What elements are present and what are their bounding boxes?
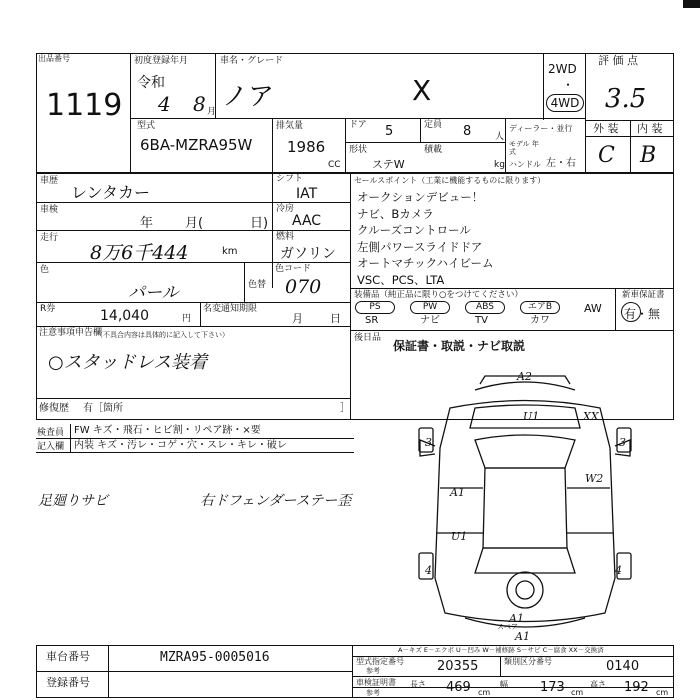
aircon-value: AAC bbox=[292, 213, 322, 229]
history-value: レンタカー bbox=[71, 183, 150, 202]
model-year-label: モデル 年式 bbox=[509, 140, 539, 156]
reg-month: 8 bbox=[193, 92, 206, 116]
category: 0140 bbox=[606, 659, 640, 674]
color-label: 色 bbox=[40, 265, 50, 275]
repair-label: 修復歴 bbox=[39, 403, 69, 414]
equipment-row bbox=[355, 301, 605, 329]
type-designation-label: 型式指定番号 bbox=[356, 657, 404, 666]
spare-label: スペア bbox=[497, 623, 518, 631]
damage-mark: A1 bbox=[515, 630, 530, 643]
warranty-circle bbox=[621, 302, 641, 322]
corner-mark bbox=[683, 0, 700, 8]
equipment-name: ナビ bbox=[420, 315, 440, 326]
model-code-label: 型式 bbox=[137, 121, 156, 131]
interior-grade: B bbox=[640, 143, 657, 168]
model-name-label: 車名・グレード bbox=[220, 56, 284, 66]
month-unit: 月 bbox=[207, 107, 217, 117]
displacement-label: 排気量 bbox=[276, 121, 304, 131]
reg-year: 4 bbox=[158, 92, 171, 116]
type-ref-label: 参考 bbox=[366, 667, 380, 675]
sales-title: セールスポイント（工業に機能するものに限ります） bbox=[354, 176, 546, 185]
reg-number-label: 登録番号 bbox=[46, 676, 90, 689]
exterior-grade: C bbox=[598, 143, 615, 168]
damage-mark: A1 bbox=[450, 486, 465, 499]
color-code: 070 bbox=[285, 276, 322, 298]
height: 192 bbox=[624, 680, 649, 695]
damage-mark: U1 bbox=[451, 530, 468, 543]
damage-mark: 3 bbox=[619, 436, 626, 449]
damage-mark: 4 bbox=[615, 564, 622, 577]
sales-point: オークションデビュー！ bbox=[357, 190, 484, 204]
repair-close: ］ bbox=[340, 403, 350, 414]
width-unit: cm bbox=[571, 688, 584, 697]
drive-sep: ・ bbox=[562, 78, 575, 92]
later-label: 後日品 bbox=[354, 333, 382, 343]
warranty-label: 新車保証書 bbox=[622, 290, 665, 300]
inspector-label-1: 検査員 bbox=[37, 428, 65, 438]
diagram-legend: A－キズ E－エクボ U－凹み W－補修跡 S－サビ C－腐食 XX－交換済 bbox=[398, 646, 604, 654]
shift-value: IAT bbox=[296, 186, 318, 202]
damage-mark: W2 bbox=[585, 472, 604, 485]
height-unit: cm bbox=[656, 688, 669, 697]
inspector-row-2: 内装 キズ・汚レ・コゲ・穴・スレ・キレ・破レ bbox=[74, 440, 287, 451]
fuel-value: ガソリン bbox=[280, 246, 336, 262]
caution-sub: （不具合内容は具体的に記入して下さい） bbox=[96, 331, 229, 339]
damage-mark: 4 bbox=[425, 564, 432, 577]
mileage: 8万6千444 bbox=[90, 242, 189, 264]
kg: kg bbox=[494, 160, 505, 170]
handle-label: ハンドル bbox=[509, 160, 541, 169]
cert-ref-label: 参考 bbox=[366, 689, 380, 697]
capacity-label: 定員 bbox=[424, 120, 443, 130]
length-unit: cm bbox=[478, 688, 491, 697]
rating-value: 3.5 bbox=[605, 84, 647, 114]
color-code-label: 色コード bbox=[275, 264, 312, 274]
grade: X bbox=[412, 74, 432, 107]
shift-label: シフト bbox=[276, 174, 304, 184]
damage-mark: XX bbox=[583, 410, 599, 423]
cc: CC bbox=[328, 160, 341, 170]
repair-value: 有［箇所 bbox=[83, 403, 123, 414]
warranty-value: 有・無 bbox=[624, 307, 661, 321]
shape-label: 形状 bbox=[349, 145, 368, 155]
r-value: 14,040 bbox=[100, 308, 149, 324]
damage-mark: A1 bbox=[509, 612, 524, 625]
mileage-label: 走行 bbox=[40, 233, 59, 243]
exterior-label: 外 装 bbox=[593, 122, 619, 135]
r-label: R券 bbox=[40, 304, 56, 314]
dealer-label: ディーラー・並行 bbox=[509, 124, 573, 133]
sales-point: ナビ、Bカメラ bbox=[357, 206, 434, 221]
category-label: 類別区分番号 bbox=[504, 657, 552, 666]
person-unit: 人 bbox=[495, 132, 505, 142]
equipment-name: TV bbox=[475, 315, 488, 326]
chassis-label: 車台番号 bbox=[46, 650, 90, 663]
equipment-name: カワ bbox=[530, 315, 550, 326]
caution-text: ○スタッドレス装着 bbox=[48, 352, 208, 373]
equipment-name: SR bbox=[365, 315, 379, 326]
fuel-label: 燃料 bbox=[276, 232, 295, 242]
first-reg-label: 初度登録年月 bbox=[134, 56, 189, 66]
shape: ステW bbox=[372, 158, 405, 171]
inspection-year: 年 bbox=[140, 216, 154, 231]
notice-label: 名変通知期限 bbox=[203, 304, 258, 314]
load-label: 積載 bbox=[424, 145, 443, 155]
later-text: 保証書・取説・ナビ取説 bbox=[393, 339, 526, 353]
chassis-number: MZRA95-0005016 bbox=[160, 650, 270, 665]
length: 469 bbox=[446, 680, 471, 695]
length-label: 長さ bbox=[410, 680, 426, 689]
equipment-title: 装備品（純正品に限り○をつけてください） bbox=[354, 290, 523, 300]
equipment-code: PW bbox=[410, 301, 450, 314]
sales-point: クルーズコントロール bbox=[357, 223, 471, 237]
cert-label: 車検証明書 bbox=[356, 678, 396, 687]
era: 令和 bbox=[137, 75, 165, 91]
yen: 円 bbox=[182, 314, 192, 324]
height-label: 高さ bbox=[590, 680, 606, 689]
header-frame bbox=[36, 53, 674, 173]
km: km bbox=[222, 246, 238, 257]
drive-2wd: 2WD bbox=[548, 62, 577, 76]
inspection-label: 車検 bbox=[40, 205, 59, 215]
diagram-marks bbox=[405, 368, 645, 643]
equipment-code: PS bbox=[355, 301, 395, 314]
caution-label: 注意事項申告欄 bbox=[39, 328, 103, 338]
inspection-month: 月( bbox=[185, 216, 204, 231]
notice-day: 日 bbox=[330, 312, 341, 325]
width: 173 bbox=[540, 680, 565, 695]
handwritten-note-2: 右ドフェンダーステー歪 bbox=[200, 493, 352, 509]
rating-label: 評 価 点 bbox=[598, 54, 638, 67]
inspector-row-1: FW キズ・飛石・ヒビ割・リペア跡・×要 bbox=[74, 425, 261, 436]
notice-month: 月 bbox=[292, 312, 303, 325]
aw-label: AW bbox=[584, 302, 602, 315]
handwritten-note-1: 足廻りサビ bbox=[38, 493, 108, 509]
equipment-code: エアB bbox=[520, 301, 560, 314]
equipment-code: ABS bbox=[465, 301, 505, 314]
car-name: ノア bbox=[222, 82, 275, 112]
drive-4wd: 4WD bbox=[546, 94, 584, 112]
inspector-label-2: 記入欄 bbox=[37, 442, 65, 452]
sales-point: VSC、PCS、LTA bbox=[357, 272, 445, 287]
color-value: パール bbox=[128, 283, 179, 303]
handle-lr: 左・右 bbox=[546, 158, 576, 169]
doors-label: ドア bbox=[349, 120, 367, 130]
model-code: 6BA-MZRA95W bbox=[140, 136, 253, 154]
color-sub-label: 色替 bbox=[248, 280, 267, 290]
type-designation: 20355 bbox=[437, 659, 479, 674]
doors: 5 bbox=[385, 124, 394, 139]
interior-label: 内 装 bbox=[637, 122, 663, 135]
lot-number: 1119 bbox=[46, 88, 123, 123]
sales-point: オートマチックハイビーム bbox=[357, 256, 494, 270]
displacement: 1986 bbox=[287, 138, 326, 156]
history-label: 車歴 bbox=[40, 176, 59, 186]
capacity: 8 bbox=[463, 124, 472, 139]
aircon-label: 冷房 bbox=[276, 204, 295, 214]
inspection-day: 日) bbox=[250, 216, 269, 231]
lot-label: 出品番号 bbox=[38, 54, 70, 63]
damage-mark: A2 bbox=[517, 370, 532, 383]
damage-mark: U1 bbox=[523, 410, 540, 423]
damage-mark: 3 bbox=[425, 436, 432, 449]
sales-point: 左側パワースライドドア bbox=[357, 239, 483, 254]
width-label: 幅 bbox=[500, 680, 508, 689]
